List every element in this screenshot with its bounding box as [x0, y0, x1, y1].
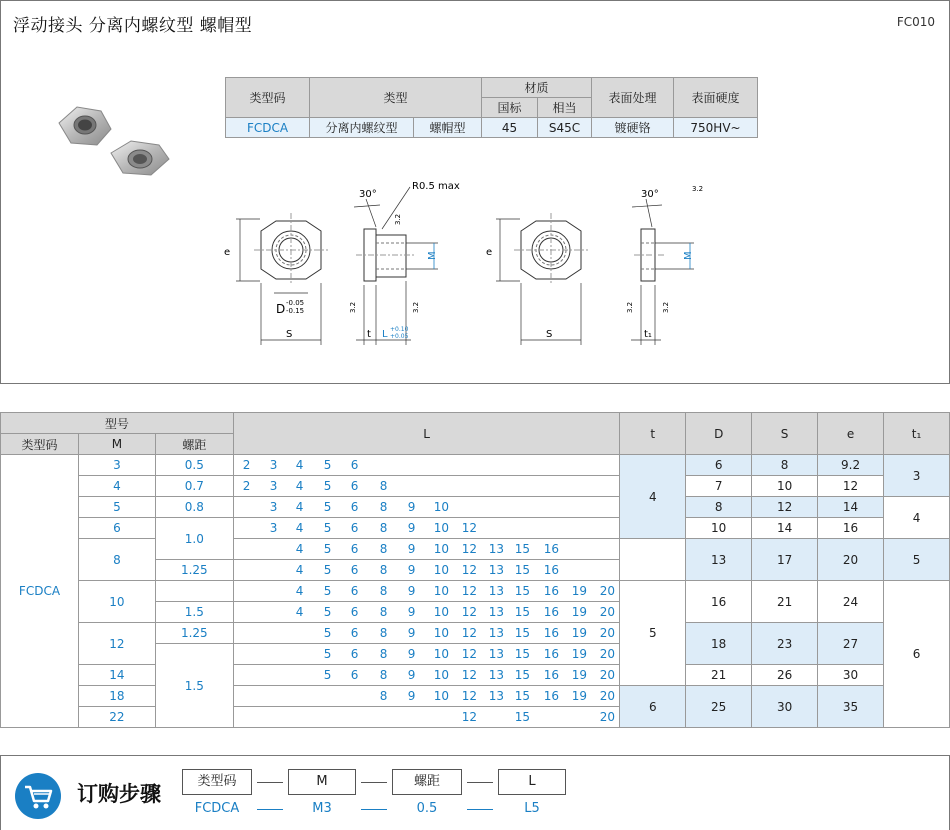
l-value: 19 [571, 668, 588, 682]
d-cell: 6 [686, 455, 752, 476]
l-value: 15 [514, 626, 531, 640]
order-connector [467, 782, 493, 783]
l-value: 10 [433, 605, 450, 619]
l-value: 9 [407, 626, 416, 640]
dim-D: D [276, 302, 286, 316]
pitch-cell: 1.5 [155, 644, 233, 728]
m-cell: 4 [78, 476, 155, 497]
header-type-code: 类型码 [1, 434, 79, 455]
m-cell: 14 [78, 665, 155, 686]
l-value: 16 [543, 542, 560, 556]
d-cell: 8 [686, 497, 752, 518]
rough-mark-6: 3.2 [662, 301, 670, 313]
l-value: 15 [514, 668, 531, 682]
l-value: 9 [407, 584, 416, 598]
cell-std: 45 [482, 118, 538, 138]
l-value: 12 [461, 521, 478, 535]
l-cell [233, 539, 620, 560]
pitch-cell: 0.7 [155, 476, 233, 497]
l-value: 3 [269, 458, 278, 472]
cell-equiv: S45C [538, 118, 592, 138]
order-steps-panel [0, 755, 950, 830]
s-cell: 12 [752, 497, 818, 518]
l-value: 8 [379, 626, 388, 640]
t1-cell: 3 [884, 455, 950, 497]
dim-angle1: 30° [359, 189, 377, 200]
d-cell: 7 [686, 476, 752, 497]
l-value: 8 [379, 521, 388, 535]
header-e: e [818, 413, 884, 455]
l-value: 16 [543, 668, 560, 682]
l-cell [233, 455, 620, 476]
e-cell: 27 [818, 623, 884, 665]
l-value: 2 [242, 479, 251, 493]
l-cell [233, 518, 620, 539]
order-value-connector [467, 809, 493, 810]
l-value: 20 [599, 689, 616, 703]
l-value: 5 [323, 458, 332, 472]
l-value: 12 [461, 689, 478, 703]
l-value: 12 [461, 647, 478, 661]
dim-D-tol-bot: -0.15 [286, 307, 305, 315]
header-pitch: 螺距 [155, 434, 233, 455]
e-cell: 35 [818, 686, 884, 728]
s-cell: 10 [752, 476, 818, 497]
m-cell: 5 [78, 497, 155, 518]
cell-hardness: 750HV~ [674, 118, 758, 138]
s-cell: 17 [752, 539, 818, 581]
cart-icon [15, 773, 61, 819]
l-value: 15 [514, 584, 531, 598]
l-value: 9 [407, 605, 416, 619]
s-cell: 23 [752, 623, 818, 665]
l-value: 9 [407, 542, 416, 556]
l-value: 8 [379, 542, 388, 556]
l-value: 6 [350, 479, 359, 493]
l-value: 10 [433, 563, 450, 577]
dim-L: L [382, 329, 388, 340]
l-value: 16 [543, 605, 560, 619]
l-value: 5 [323, 479, 332, 493]
m-cell: 18 [78, 686, 155, 707]
header-t1: t₁ [884, 413, 950, 455]
l-value: 8 [379, 668, 388, 682]
dim-M: M [427, 251, 438, 260]
dim-t: t [367, 329, 371, 340]
l-value: 9 [407, 668, 416, 682]
cell-surface: 镀硬铬 [592, 118, 674, 138]
l-value: 5 [323, 647, 332, 661]
d-cell: 16 [686, 581, 752, 623]
d-cell: 10 [686, 518, 752, 539]
l-value: 9 [407, 647, 416, 661]
l-value: 5 [323, 542, 332, 556]
cell-type1: 分离内螺纹型 [310, 118, 414, 138]
l-value: 9 [407, 563, 416, 577]
l-value: 19 [571, 626, 588, 640]
l-value: 16 [543, 689, 560, 703]
pitch-cell: 0.5 [155, 455, 233, 476]
pitch-cell: 1.0 [155, 518, 233, 560]
l-value: 10 [433, 689, 450, 703]
l-value: 4 [295, 542, 304, 556]
l-value: 6 [350, 668, 359, 682]
t-cell: 4 [620, 455, 686, 539]
l-value: 6 [350, 521, 359, 535]
l-value: 13 [488, 584, 505, 598]
t-cell: 5 [620, 581, 686, 686]
dim-radius: R0.5 max [412, 181, 460, 192]
l-value: 6 [350, 458, 359, 472]
l-value: 5 [323, 605, 332, 619]
header-S: S [752, 413, 818, 455]
page-title: 浮动接头 分离内螺纹型 螺帽型 [13, 16, 253, 36]
pitch-cell: 1.5 [155, 602, 233, 623]
header-surface: 表面处理 [592, 78, 674, 118]
l-value: 9 [407, 689, 416, 703]
l-value: 6 [350, 563, 359, 577]
l-value: 12 [461, 710, 478, 724]
l-value: 20 [599, 668, 616, 682]
t-cell: 6 [620, 686, 686, 728]
l-value: 15 [514, 689, 531, 703]
product-code: FC010 [896, 15, 935, 29]
order-value-l: L5 [524, 801, 540, 816]
order-box-m: M [288, 769, 356, 795]
product-panel [0, 0, 950, 384]
l-value: 8 [379, 479, 388, 493]
d-cell: 13 [686, 539, 752, 581]
l-value: 19 [571, 689, 588, 703]
l-value: 13 [488, 689, 505, 703]
order-box-type-code: 类型码 [182, 769, 252, 795]
l-value: 13 [488, 563, 505, 577]
l-value: 19 [571, 647, 588, 661]
t1-cell: 4 [884, 497, 950, 539]
l-cell [233, 497, 620, 518]
header-hardness: 表面硬度 [674, 78, 758, 118]
t-cell-blank [620, 539, 686, 581]
l-value: 8 [379, 500, 388, 514]
pitch-cell: 1.25 [155, 623, 233, 644]
l-value: 12 [461, 605, 478, 619]
m-cell: 22 [78, 707, 155, 728]
l-value: 13 [488, 668, 505, 682]
order-value-connector [257, 809, 283, 810]
l-value: 20 [599, 647, 616, 661]
rough-mark-3: 3.2 [394, 213, 402, 225]
dim-L-tol-bot: +0.05 [390, 333, 409, 340]
spec-table [0, 412, 950, 728]
dim-e2: e [486, 247, 493, 258]
pitch-cell-blank [155, 581, 233, 602]
l-value: 6 [350, 626, 359, 640]
l-cell [233, 665, 620, 686]
l-value: 13 [488, 626, 505, 640]
order-value-m: M3 [312, 801, 332, 816]
l-value: 8 [379, 647, 388, 661]
l-value: 20 [599, 710, 616, 724]
l-value: 12 [461, 584, 478, 598]
e-cell: 30 [818, 665, 884, 686]
l-value: 16 [543, 563, 560, 577]
pitch-cell: 1.25 [155, 560, 233, 581]
dim-L-tol-top: +0.10 [390, 326, 409, 333]
l-value: 10 [433, 521, 450, 535]
l-value: 13 [488, 647, 505, 661]
dim-t1: t₁ [644, 329, 652, 340]
order-value-type-code: FCDCA [194, 801, 240, 816]
l-value: 15 [514, 563, 531, 577]
l-cell [233, 560, 620, 581]
l-value: 4 [295, 584, 304, 598]
l-value: 8 [379, 584, 388, 598]
l-value: 12 [461, 668, 478, 682]
rough-mark-4: 3.2 [692, 185, 704, 193]
l-value: 15 [514, 542, 531, 556]
l-value: 6 [350, 647, 359, 661]
l-value: 2 [242, 458, 251, 472]
l-value: 12 [461, 563, 478, 577]
l-value: 5 [323, 668, 332, 682]
l-value: 8 [379, 563, 388, 577]
order-box-l: L [498, 769, 566, 795]
type-code-cell: FCDCA [1, 455, 79, 728]
l-value: 8 [379, 689, 388, 703]
dim-S: S [286, 329, 293, 340]
header-L: L [233, 413, 620, 455]
order-box-pitch: 螺距 [392, 769, 462, 795]
dim-e: e [224, 247, 231, 258]
l-value: 4 [295, 479, 304, 493]
header-type: 类型 [310, 78, 482, 118]
l-value: 20 [599, 626, 616, 640]
l-value: 6 [350, 500, 359, 514]
l-value: 9 [407, 521, 416, 535]
d-cell: 21 [686, 665, 752, 686]
order-connector [257, 782, 283, 783]
l-value: 6 [350, 605, 359, 619]
l-value: 15 [514, 710, 531, 724]
l-value: 10 [433, 584, 450, 598]
l-value: 3 [269, 500, 278, 514]
l-value: 12 [461, 626, 478, 640]
l-cell [233, 623, 620, 644]
l-cell [233, 476, 620, 497]
rough-mark-5: 3.2 [626, 301, 634, 313]
s-cell: 26 [752, 665, 818, 686]
s-cell: 30 [752, 686, 818, 728]
product-photo [49, 101, 174, 191]
material-table [225, 77, 758, 138]
l-value: 4 [295, 563, 304, 577]
l-value: 4 [295, 521, 304, 535]
cell-type-code: FCDCA [226, 118, 310, 138]
l-value: 13 [488, 605, 505, 619]
l-value: 16 [543, 584, 560, 598]
m-cell: 3 [78, 455, 155, 476]
l-value: 10 [433, 626, 450, 640]
d-cell: 25 [686, 686, 752, 728]
s-cell: 21 [752, 581, 818, 623]
header-type-code: 类型码 [226, 78, 310, 118]
t1-cell: 6 [884, 581, 950, 728]
l-value: 8 [379, 605, 388, 619]
l-value: 19 [571, 605, 588, 619]
l-value: 3 [269, 521, 278, 535]
l-value: 3 [269, 479, 278, 493]
m-cell: 8 [78, 539, 155, 581]
l-cell [233, 686, 620, 707]
l-value: 4 [295, 500, 304, 514]
technical-drawing [216, 173, 716, 353]
l-value: 15 [514, 605, 531, 619]
l-cell [233, 602, 620, 623]
l-value: 6 [350, 542, 359, 556]
s-cell: 8 [752, 455, 818, 476]
order-connector [361, 782, 387, 783]
l-cell [233, 581, 620, 602]
rough-mark-1: 3.2 [349, 301, 357, 313]
dim-M2: M [683, 251, 694, 260]
order-value-pitch: 0.5 [416, 801, 438, 816]
dim-D-tol-top: -0.05 [286, 299, 305, 307]
l-value: 10 [433, 542, 450, 556]
l-value: 5 [323, 500, 332, 514]
dim-S2: S [546, 329, 553, 340]
l-value: 20 [599, 605, 616, 619]
l-cell [233, 707, 620, 728]
e-cell: 20 [818, 539, 884, 581]
l-value: 5 [323, 584, 332, 598]
header-material: 材质 [482, 78, 592, 98]
l-value: 19 [571, 584, 588, 598]
l-value: 13 [488, 542, 505, 556]
l-value: 5 [323, 521, 332, 535]
m-cell: 10 [78, 581, 155, 623]
e-cell: 24 [818, 581, 884, 623]
e-cell: 16 [818, 518, 884, 539]
l-value: 4 [295, 605, 304, 619]
pitch-cell: 0.8 [155, 497, 233, 518]
header-D: D [686, 413, 752, 455]
rough-mark-2: 3.2 [412, 301, 420, 313]
e-cell: 14 [818, 497, 884, 518]
l-value: 20 [599, 584, 616, 598]
l-value: 5 [323, 563, 332, 577]
d-cell: 18 [686, 623, 752, 665]
l-value: 5 [323, 626, 332, 640]
l-value: 10 [433, 500, 450, 514]
t1-cell: 5 [884, 539, 950, 581]
header-M: M [78, 434, 155, 455]
m-cell: 6 [78, 518, 155, 539]
m-cell: 12 [78, 623, 155, 665]
l-value: 6 [350, 584, 359, 598]
header-t: t [620, 413, 686, 455]
l-cell [233, 644, 620, 665]
order-title: 订购步骤 [77, 782, 161, 806]
l-value: 10 [433, 647, 450, 661]
cell-type2: 螺帽型 [414, 118, 482, 138]
header-model: 型号 [1, 413, 234, 434]
l-value: 10 [433, 668, 450, 682]
s-cell: 14 [752, 518, 818, 539]
l-value: 4 [295, 458, 304, 472]
l-value: 16 [543, 647, 560, 661]
l-value: 16 [543, 626, 560, 640]
order-value-connector [361, 809, 387, 810]
l-value: 12 [461, 542, 478, 556]
header-equiv: 相当 [538, 98, 592, 118]
e-cell: 9.2 [818, 455, 884, 476]
e-cell: 12 [818, 476, 884, 497]
dim-angle2: 30° [641, 189, 659, 200]
l-value: 9 [407, 500, 416, 514]
l-value: 15 [514, 647, 531, 661]
header-std: 国标 [482, 98, 538, 118]
